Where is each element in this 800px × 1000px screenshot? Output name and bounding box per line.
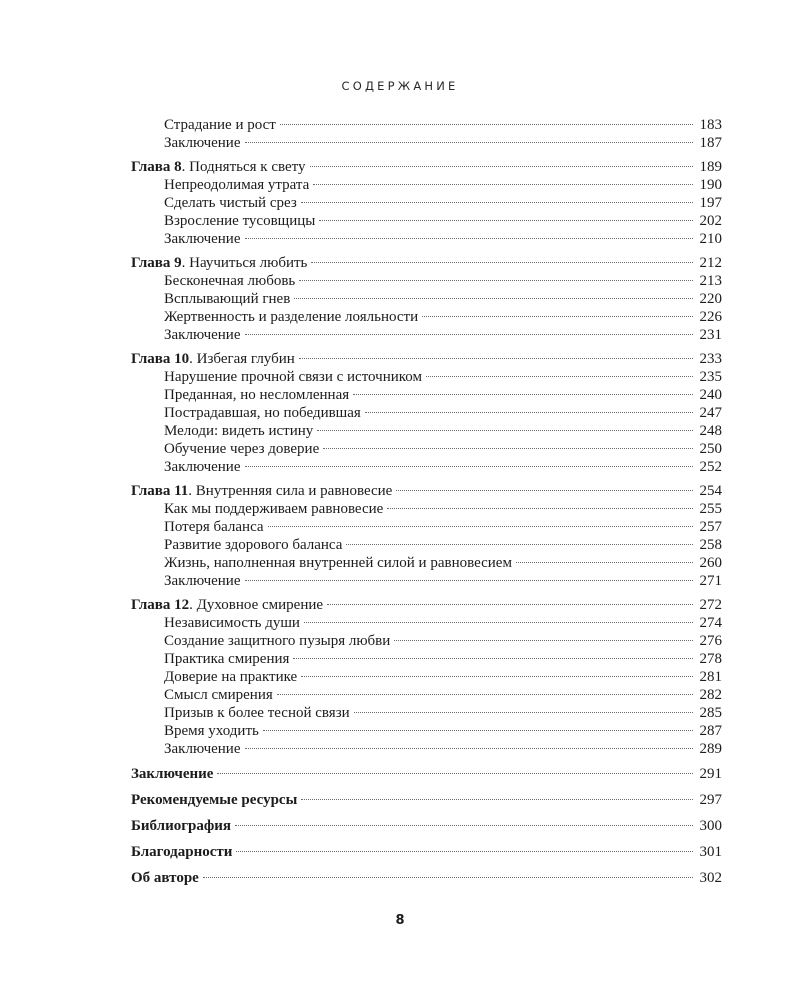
toc-page-number: 301 — [699, 844, 722, 860]
toc-entry-title: Благодарности — [131, 844, 233, 860]
toc-entry-title: Доверие на практике — [164, 669, 298, 685]
toc-entry-title: Обучение через доверие — [164, 441, 320, 457]
chapter-label: Глава 9 — [131, 255, 182, 271]
toc-subentry — [131, 740, 722, 758]
toc-page-number: 210 — [699, 231, 722, 247]
toc-entry-title: Создание защитного пузыря любви — [164, 633, 391, 649]
toc-entry-title: Преданная, но несломленная — [164, 387, 350, 403]
dot-leader — [304, 622, 693, 623]
toc-page-number: 300 — [699, 818, 722, 834]
toc-entry-title: . Внутренняя сила и равновесие — [188, 483, 393, 499]
toc-page-number: 282 — [699, 687, 722, 703]
toc-page-number: 240 — [699, 387, 722, 403]
dot-leader — [301, 202, 693, 203]
toc-entry-title: Смысл смирения — [164, 687, 273, 703]
dot-leader — [299, 280, 693, 281]
toc-page-number: 289 — [699, 741, 722, 757]
toc-subentry — [131, 536, 722, 554]
toc-entry-title: Бесконечная любовь — [164, 273, 296, 289]
toc-page-number: 254 — [699, 483, 722, 499]
toc-entry-title: Жизнь, наполненная внутренней силой и равновесием — [164, 555, 512, 571]
toc-entry-title: Заключение — [164, 741, 241, 757]
dot-leader — [310, 166, 694, 167]
toc-subentry — [131, 686, 722, 704]
toc-page-number: 226 — [699, 309, 722, 325]
toc-page-number: 197 — [699, 195, 722, 211]
toc-subentry — [131, 614, 722, 632]
toc-entry-title: Взросление тусовщицы — [164, 213, 316, 229]
dot-leader — [280, 124, 693, 125]
chapter-label: Глава 10 — [131, 351, 190, 367]
toc-entry-title: Жертвенность и разделение лояльности — [164, 309, 419, 325]
toc-subentry — [131, 116, 722, 134]
toc-page-number: 248 — [699, 423, 722, 439]
dot-leader — [353, 394, 693, 395]
toc-page-number: 285 — [699, 705, 722, 721]
toc-subentry — [131, 722, 722, 740]
toc-page-number: 255 — [699, 501, 722, 517]
dot-leader — [293, 658, 693, 659]
toc-subentry — [131, 212, 722, 230]
toc-subentry — [131, 176, 722, 194]
toc-chapter-entry — [131, 350, 722, 368]
toc-page-number: 278 — [699, 651, 722, 667]
dot-leader — [277, 694, 693, 695]
toc-page-number: 213 — [699, 273, 722, 289]
toc-entry-title: Как мы поддерживаем равновесие — [164, 501, 384, 517]
dot-leader — [365, 412, 693, 413]
toc-major-entry — [131, 765, 722, 784]
dot-leader — [426, 376, 693, 377]
toc-page-number: 247 — [699, 405, 722, 421]
toc-page-number: 281 — [699, 669, 722, 685]
toc-entry-title: . Духовное смирение — [189, 597, 324, 613]
dot-leader — [396, 490, 693, 491]
dot-leader — [203, 877, 693, 878]
toc-entry-title: Сделать чистый срез — [164, 195, 297, 211]
chapter-label: Глава 11 — [131, 483, 189, 499]
toc-subentry — [131, 272, 722, 290]
chapter-label: Глава 8 — [131, 159, 182, 175]
chapter-label: Глава 12 — [131, 597, 190, 613]
toc-entry-title: Заключение — [164, 327, 241, 343]
dot-leader — [245, 238, 694, 239]
toc-page-number: 187 — [699, 135, 722, 151]
toc-entry-title: Потеря баланса — [164, 519, 264, 535]
toc-subentry — [131, 458, 722, 476]
toc-entry-title: . Научиться любить — [181, 255, 308, 271]
toc-page-number: 258 — [699, 537, 722, 553]
toc-entry-title: Заключение — [164, 231, 241, 247]
toc-page-number: 252 — [699, 459, 722, 475]
toc-major-entry — [131, 843, 722, 862]
toc-chapter-entry — [131, 158, 722, 176]
toc-entry-title: . Подняться к свету — [181, 159, 306, 175]
toc-page-number: 276 — [699, 633, 722, 649]
toc-major-entry — [131, 791, 722, 810]
toc-subentry — [131, 134, 722, 152]
toc-subentry — [131, 668, 722, 686]
toc-page-number: 297 — [699, 792, 722, 808]
toc-page-number: 271 — [699, 573, 722, 589]
toc-entry-title: Библиография — [131, 818, 232, 834]
toc-subentry — [131, 230, 722, 248]
dot-leader — [313, 184, 693, 185]
toc-page-number: 212 — [699, 255, 722, 271]
toc-page-number: 220 — [699, 291, 722, 307]
dot-leader — [245, 334, 694, 335]
dot-leader — [245, 142, 694, 143]
toc-page-number: 250 — [699, 441, 722, 457]
toc-subentry — [131, 194, 722, 212]
dot-leader — [245, 748, 694, 749]
toc-subentry — [131, 326, 722, 344]
dot-leader — [311, 262, 693, 263]
toc-entry-title: Заключение — [164, 459, 241, 475]
toc-subentry — [131, 368, 722, 386]
toc-subentry — [131, 404, 722, 422]
dot-leader — [245, 466, 694, 467]
toc-page-number: 272 — [699, 597, 722, 613]
toc-subentry — [131, 572, 722, 590]
toc-page-number: 231 — [699, 327, 722, 343]
toc-entry-title: Заключение — [131, 766, 214, 782]
dot-leader — [235, 825, 693, 826]
toc-entry-title: . Избегая глубин — [189, 351, 295, 367]
toc-chapter-entry — [131, 254, 722, 272]
toc-entry-title: Об авторе — [131, 870, 199, 886]
toc-subentry — [131, 386, 722, 404]
toc-chapter-entry — [131, 482, 722, 500]
toc-subentry — [131, 308, 722, 326]
toc-subentry — [131, 518, 722, 536]
toc-entry-title: Мелоди: видеть истину — [164, 423, 314, 439]
toc-page-number: 189 — [699, 159, 722, 175]
toc-entry-title: Нарушение прочной связи с источником — [164, 369, 422, 385]
toc-entry-title: Практика смирения — [164, 651, 290, 667]
toc-page-number: 183 — [699, 117, 722, 133]
page-number: 8 — [395, 913, 405, 928]
toc-entry-title: Время уходить — [164, 723, 259, 739]
toc-page-number: 257 — [699, 519, 722, 535]
toc-entry-title: Развитие здорового баланса — [164, 537, 343, 553]
toc-page-number: 235 — [699, 369, 722, 385]
toc-entry-title: Рекомендуемые ресурсы — [131, 792, 298, 808]
toc-subentry — [131, 704, 722, 722]
toc-entry-title: Заключение — [164, 573, 241, 589]
toc-subentry — [131, 290, 722, 308]
toc-page-number: 302 — [699, 870, 722, 886]
dot-leader — [236, 851, 693, 852]
dot-leader — [323, 448, 693, 449]
toc-page-number: 202 — [699, 213, 722, 229]
toc-entry-title: Призыв к более тесной связи — [164, 705, 350, 721]
toc-chapter-entry — [131, 596, 722, 614]
dot-leader — [319, 220, 693, 221]
toc-page-number: 274 — [699, 615, 722, 631]
dot-leader — [317, 430, 693, 431]
toc-page-number: 260 — [699, 555, 722, 571]
dot-leader — [327, 604, 693, 605]
dot-leader — [394, 640, 693, 641]
toc-entry-title: Заключение — [164, 135, 241, 151]
toc-subentry — [131, 650, 722, 668]
table-of-contents — [131, 116, 722, 888]
dot-leader — [294, 298, 693, 299]
dot-leader — [263, 730, 693, 731]
dot-leader — [301, 799, 693, 800]
dot-leader — [301, 676, 693, 677]
toc-major-entry — [131, 817, 722, 836]
toc-page-number: 287 — [699, 723, 722, 739]
dot-leader — [422, 316, 693, 317]
toc-entry-title: Независимость души — [164, 615, 300, 631]
toc-major-entry — [131, 869, 722, 888]
dot-leader — [354, 712, 693, 713]
toc-page-number: 190 — [699, 177, 722, 193]
toc-page-number: 291 — [699, 766, 722, 782]
dot-leader — [387, 508, 693, 509]
toc-subentry — [131, 554, 722, 572]
toc-subentry — [131, 632, 722, 650]
dot-leader — [245, 580, 694, 581]
toc-subentry — [131, 440, 722, 458]
toc-page-number: 233 — [699, 351, 722, 367]
toc-entry-title: Пострадавшая, но победившая — [164, 405, 361, 421]
dot-leader — [299, 358, 693, 359]
toc-subentry — [131, 500, 722, 518]
toc-entry-title: Страдание и рост — [164, 117, 276, 133]
dot-leader — [268, 526, 693, 527]
dot-leader — [346, 544, 693, 545]
toc-entry-title: Непреодолимая утрата — [164, 177, 310, 193]
dot-leader — [217, 773, 693, 774]
dot-leader — [516, 562, 693, 563]
toc-subentry — [131, 422, 722, 440]
toc-entry-title: Всплывающий гнев — [164, 291, 291, 307]
running-head: СОДЕРЖАНИЕ — [341, 79, 459, 93]
